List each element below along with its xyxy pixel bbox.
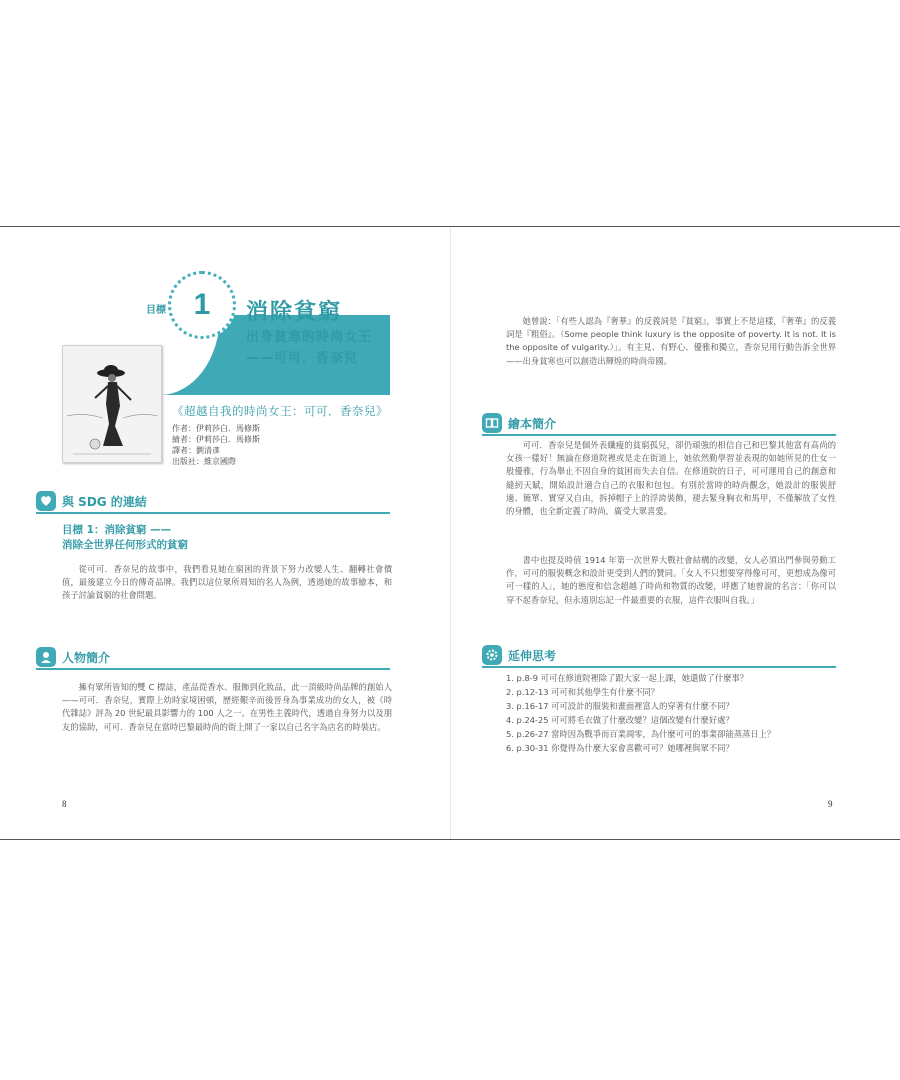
book-illustrator: 繪者：伊莉莎白．馬修斯	[172, 435, 260, 444]
sdg-section-header	[36, 491, 147, 511]
person-body-text: 擁有眾所皆知的雙 C 標誌，產品從香水、服飾到化妝品，此一頂級時尚品牌的創始人——可可．香奈兒，實際上幼時家境困頓，歷經艱辛而後晉身為事業成功的女人，被《時代雜誌》評為 20 世紀最具影響力的 100 人之一。在男性主義時代，透過自身努力以及朋友的協助，可可．香奈兒在當時巴黎最時尚的街上開了一家以自己名字為店名的時裝店。	[62, 682, 392, 732]
book-translator: 譯者：劉清彥	[172, 446, 220, 455]
sdg-section-title: 與 SDG 的連結	[62, 494, 147, 509]
question-item: 4. p.24-25 可可將毛衣做了什麼改變？這個改變有什麼好處？	[506, 715, 734, 725]
heart-hands-icon	[36, 491, 56, 511]
sdg-target-line2: 消除全世界任何形式的貧窮	[62, 539, 188, 551]
person-section-title: 人物簡介	[62, 650, 111, 665]
sdg-body-text: 從可可．香奈兒的故事中，我們看見她在窮困的背景下努力改變人生、翻轉社會價值，最後建立今日的傳奇品牌。我們以這位眾所周知的名人為例，透過她的故事繪本，和孩子討論貧窮的社會問題。	[62, 564, 392, 601]
sdg-section-rule	[36, 512, 390, 514]
question-list	[506, 671, 836, 755]
open-book-icon	[482, 413, 502, 433]
question-item: 1. p.8-9 可可在修道院裡除了跟大家一起上課，她還做了什麼事？	[506, 673, 749, 683]
extension-section-rule	[482, 666, 836, 668]
picture-book-para1: 可可．香奈兒是個外表纖瘦的貧窮孤兒，卻仍頑強的相信自己和巴黎其他富有高尚的女孩一樣好！無論在修道院裡或是走在街道上，她依然勤學習並表現的如她所見的仕女一般優雅，行為舉止不因自身的貧困而失去自信。在修道院的日子，可可運用自己的創意和縫紉天賦，開始設計適合自己的衣服和包包。有別於當時的時尚觀念，她設計的服裝舒適、簡單、實穿又自由，拆掉帽子上的浮誇裝飾，褪去緊身胸衣和馬甲，不僅解放了女性的身體，也全新定義了時尚，廣受大眾喜愛。	[506, 440, 836, 517]
quote-intro-text: 她曾說：「有些人認為『奢華』的反義詞是『貧窮』，事實上不是這樣，『奢華』的反義詞是『粗俗』。（Some people think luxury is the opposite of poverty. It is not. It is the opposite of vulgarity.）」。有主見、有野心、優雅和獨立，香奈兒用行動告訴全世界——出身貧寒也可以創造出輝煌的時尚帝國。	[506, 316, 836, 366]
person-icon	[36, 647, 56, 667]
goal-title: 消除貧窮	[246, 300, 343, 325]
question-item: 5. p.26-27 當時因為戰爭而百業凋零，為什麼可可的事業卻能蒸蒸日上？	[506, 729, 776, 739]
goal-label: 目標	[146, 305, 166, 316]
person-section-rule	[36, 668, 390, 670]
book-cover-illustration	[62, 345, 162, 463]
book-title: 《超越自我的時尚女王：可可．香奈兒》	[172, 404, 388, 418]
book-info	[172, 403, 388, 467]
sdg-target-line1: 目標 1：消除貧窮 ——	[62, 524, 172, 536]
page-gutter	[450, 227, 451, 839]
right-page-number: 9	[828, 799, 833, 809]
extension-section-header	[482, 645, 556, 665]
picture-book-section-header	[482, 413, 556, 433]
book-author: 作者：伊莉莎白．馬修斯	[172, 424, 260, 433]
question-item: 6. p.30-31 你覺得為什麼大家會喜歡可可？她哪裡與眾不同？	[506, 743, 734, 753]
goal-number: 1	[193, 288, 211, 321]
picture-book-para2: 書中也提及時值 1914 年第一次世界大戰社會結構的改變，女人必須出門參與勞動工作，可可的服裝概念和設計更受到人們的贊同。「女人不只想要穿得像可可，更想成為像可可一樣的人」，她的態度和信念超越了時尚和物質的改變，呼應了她曾說的名言：「你可以穿不起香奈兒，但永遠別忘記一件最重要的衣服，這件衣服叫自我。」	[506, 555, 836, 605]
book-spread	[0, 226, 900, 840]
left-page-number: 8	[62, 799, 67, 809]
question-item: 3. p.16-17 可可設計的服裝和畫面裡富人的穿著有什麼不同？	[506, 701, 734, 711]
question-item: 2. p.12-13 可可和其他學生有什麼不同？	[506, 687, 660, 697]
goal-number-ring	[168, 271, 236, 339]
chapter-subtitle-line2: ——可可．香奈兒	[246, 351, 359, 366]
gear-icon	[482, 645, 502, 665]
sdg-target	[62, 523, 188, 553]
picture-book-section-title: 繪本簡介	[508, 416, 557, 431]
book-publisher: 出版社：維京國際	[172, 457, 236, 466]
extension-section-title: 延伸思考	[508, 648, 557, 663]
person-section-header	[36, 647, 110, 667]
chapter-subtitle-line1: 出身貧寒的時尚女王	[246, 330, 373, 345]
picture-book-section-rule	[482, 434, 836, 436]
